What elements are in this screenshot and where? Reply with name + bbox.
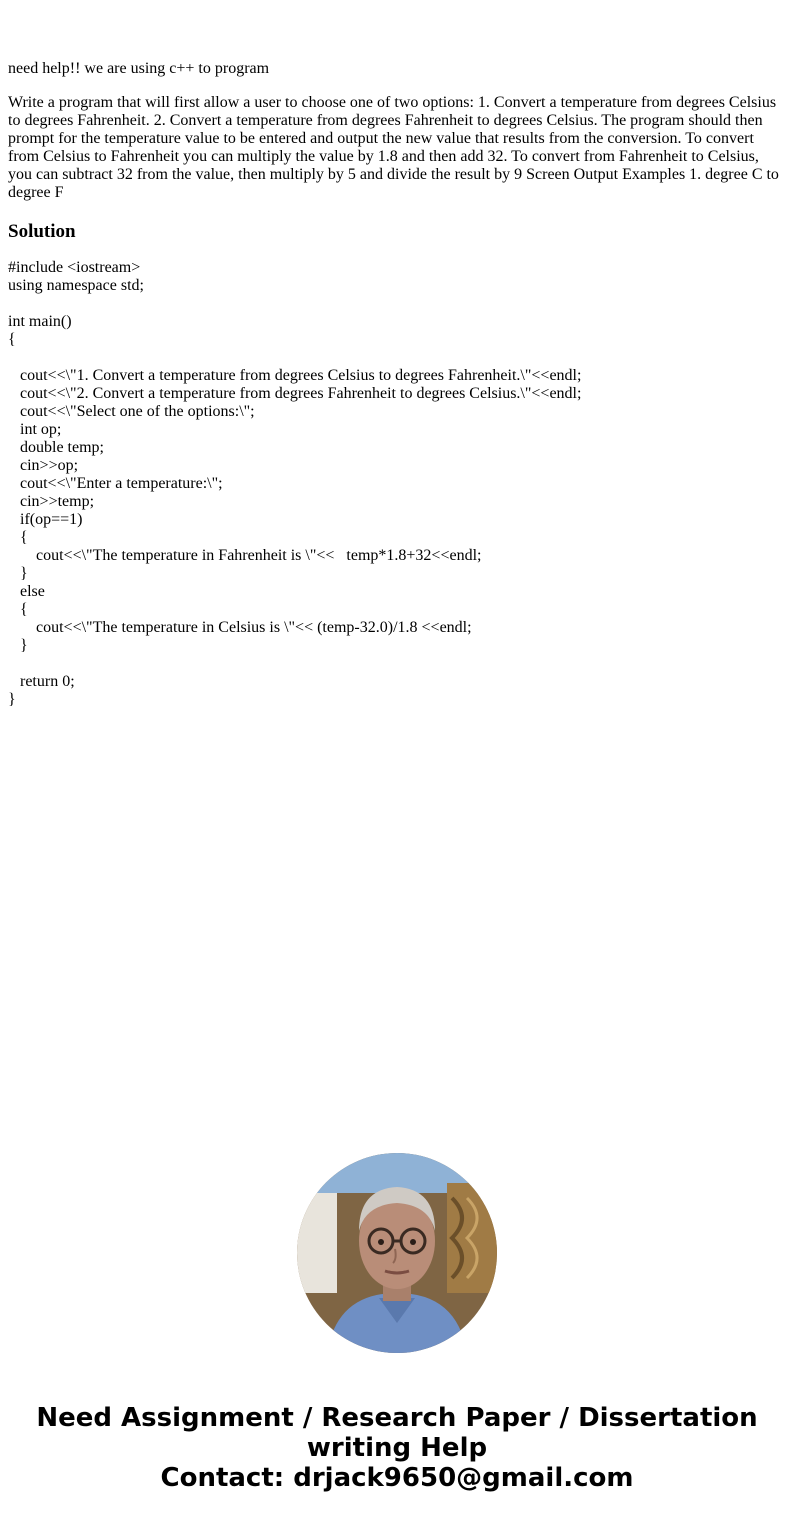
solution-code: #include <iostream> using namespace std; int main() { cout<<\"1. Convert a temperature from degrees Celsius to degrees Fahrenheit.\"<<endl; cout<<\"2. Convert a temperature from degrees Fahrenheit to degrees Celsius.\"<<endl; cout<<\"Select one of the options:\"; int op; double temp; cin>>op; cout<<\"Enter a temperature:\"; cin>>temp; if(op==1) { cout<<\"The temperature in Fahrenheit is \"<< temp*1.8+32<<endl; } else { cout<<\"The temperature in Celsius is \"<< (temp-32.0)/1.8 <<endl; } return 0; } <box>8 259 582 708</box>
footer-line-1: Need Assignment / Research Paper / Dissertation <box>36 1403 758 1433</box>
author-avatar <box>297 1153 497 1353</box>
author-photo-icon <box>297 1153 497 1353</box>
footer-contact <box>0 1403 794 1493</box>
footer-line-2: writing Help <box>306 1433 488 1463</box>
solution-heading: Solution <box>8 221 76 242</box>
question-title: need help!! we are using c++ to program <box>8 60 270 77</box>
footer-contact-email: Contact: drjack9650@gmail.com <box>160 1463 634 1493</box>
page-content <box>8 60 782 709</box>
question-body: Write a program that will first allow a user to choose one of two options: 1. Convert a temperature from degrees Celsius to degrees Fahrenheit. 2. Convert a temperature from degrees Fahrenheit to degrees Celsius. The program should then prompt for the temperature value to be entered and output the new value that results from the conversion. To convert from Celsius to Fahrenheit you can multiply the value by 1.8 and then add 32. To convert from Fahrenheit to Celsius, you can subtract 32 from the value, then multiply by 5 and divide the result by 9 Screen Output Examples 1. degree C to degree F <box>8 94 779 201</box>
